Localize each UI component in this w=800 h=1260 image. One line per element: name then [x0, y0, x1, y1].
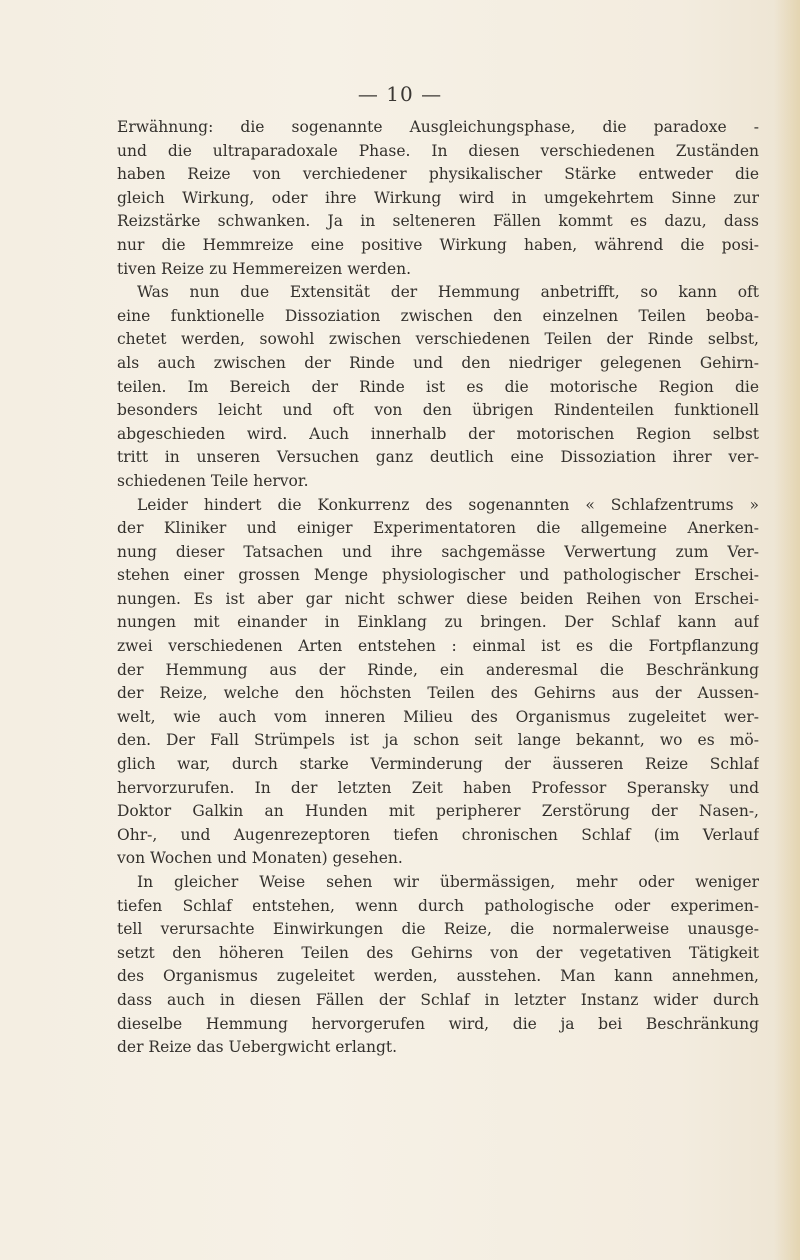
text-line: und die ultraparadoxale Phase. In diesen verschiedenen Zuständen — [117, 141, 759, 160]
text-line: nungen mit einander in Einklang zu bringen. Der Schlaf kann auf — [117, 613, 759, 632]
text-line: abgeschieden wird. Auch innerhalb der motorischen Region selbst — [117, 424, 759, 443]
text-line: schiedenen Teile hervor. — [117, 471, 309, 490]
paragraph — [117, 871, 759, 1060]
text-line: haben Reize von verchiedener physikalischer Stärke entweder die — [117, 165, 759, 184]
text-line: dieselbe Hemmung hervorgerufen wird, die ja bei Beschränkung — [117, 1014, 759, 1033]
text-line: der Reize das Uebergwicht erlangt. — [117, 1038, 398, 1057]
paragraph — [117, 116, 759, 281]
text-line: tritt in unseren Versuchen ganz deutlich eine Dissoziation ihrer ver- — [117, 448, 759, 467]
page-number: — 10 — — [357, 82, 443, 106]
text-line: nur die Hemmreize eine positive Wirkung haben, während die posi- — [117, 235, 759, 254]
text-line: dass auch in diesen Fällen der Schlaf in letzter Instanz wider durch — [117, 990, 759, 1009]
text-line: der Kliniker und einiger Experimentatoren die allgemeine Anerken- — [117, 519, 759, 538]
text-line: Ohr-, und Augenrezeptoren tiefen chronischen Schlaf (im Verlauf — [117, 825, 759, 844]
paragraph — [117, 281, 759, 493]
text-line: Erwähnung: die sogenannte Ausgleichungsphase, die paradoxe - — [117, 118, 759, 136]
text-line: teilen. Im Bereich der Rinde ist es die motorische Region die — [117, 377, 759, 396]
text-line: von Wochen und Monaten) gesehen. — [117, 849, 403, 868]
text-line: besonders leicht und oft von den übrigen Rindenteilen funktionell — [117, 401, 759, 420]
text-line: als auch zwischen der Rinde und den niedriger gelegenen Gehirn- — [117, 353, 759, 372]
text-line: Leider hindert die Konkurrenz des sogenannten « Schlafzentrums » — [137, 495, 759, 514]
text-line: tiefen Schlaf entstehen, wenn durch pathologische oder experimen- — [117, 896, 759, 915]
text-line: gleich Wirkung, oder ihre Wirkung wird in umgekehrtem Sinne zur — [117, 188, 759, 207]
text-line: den. Der Fall Strümpels ist ja schon seit lange bekannt, wo es mö- — [117, 731, 759, 750]
text-line: hervorzurufen. In der letzten Zeit haben Professor Speransky und — [117, 778, 759, 797]
text-line: eine funktionelle Dissoziation zwischen den einzelnen Teilen beoba- — [117, 306, 759, 325]
text-line: nungen. Es ist aber gar nicht schwer diese beiden Reihen von Erschei- — [117, 589, 759, 608]
text-line: welt, wie auch vom inneren Milieu des Organismus zugeleitet wer- — [117, 707, 759, 726]
text-line: setzt den höheren Teilen des Gehirns von der vegetativen Tätigkeit — [117, 943, 759, 962]
text-line: glich war, durch starke Verminderung der äusseren Reize Schlaf — [117, 755, 759, 774]
text-line: des Organismus zugeleitet werden, ausstehen. Man kann annehmen, — [117, 967, 759, 986]
text-line: Reizstärke schwanken. Ja in selteneren Fällen kommt es dazu, dass — [117, 212, 759, 231]
text-line: tell verursachte Einwirkungen die Reize, die normalerweise unausge- — [117, 920, 759, 939]
text-line: der Hemmung aus der Rinde, ein anderesmal die Beschränkung — [117, 660, 759, 679]
text-line: zwei verschiedenen Arten entstehen : einmal ist es die Fortpflanzung — [117, 637, 759, 656]
text-line: stehen einer grossen Menge physiologischer und pathologischer Erschei- — [117, 566, 759, 585]
paragraph — [117, 494, 759, 872]
body-text — [117, 116, 759, 1060]
text-line: Was nun due Extensität der Hemmung anbetrifft, so kann oft — [137, 283, 759, 302]
text-line: chetet werden, sowohl zwischen verschiedenen Teilen der Rinde selbst, — [117, 330, 759, 349]
text-line: In gleicher Weise sehen wir übermässigen, mehr oder weniger — [137, 873, 759, 891]
text-line: Doktor Galkin an Hunden mit peripherer Zerstörung der Nasen-, — [117, 802, 759, 821]
text-line: nung dieser Tatsachen und ihre sachgemässe Verwertung zum Ver- — [117, 542, 759, 561]
text-line: tiven Reize zu Hemmereizen werden. — [117, 259, 412, 278]
text-line: der Reize, welche den höchsten Teilen des Gehirns aus der Aussen- — [117, 684, 759, 703]
